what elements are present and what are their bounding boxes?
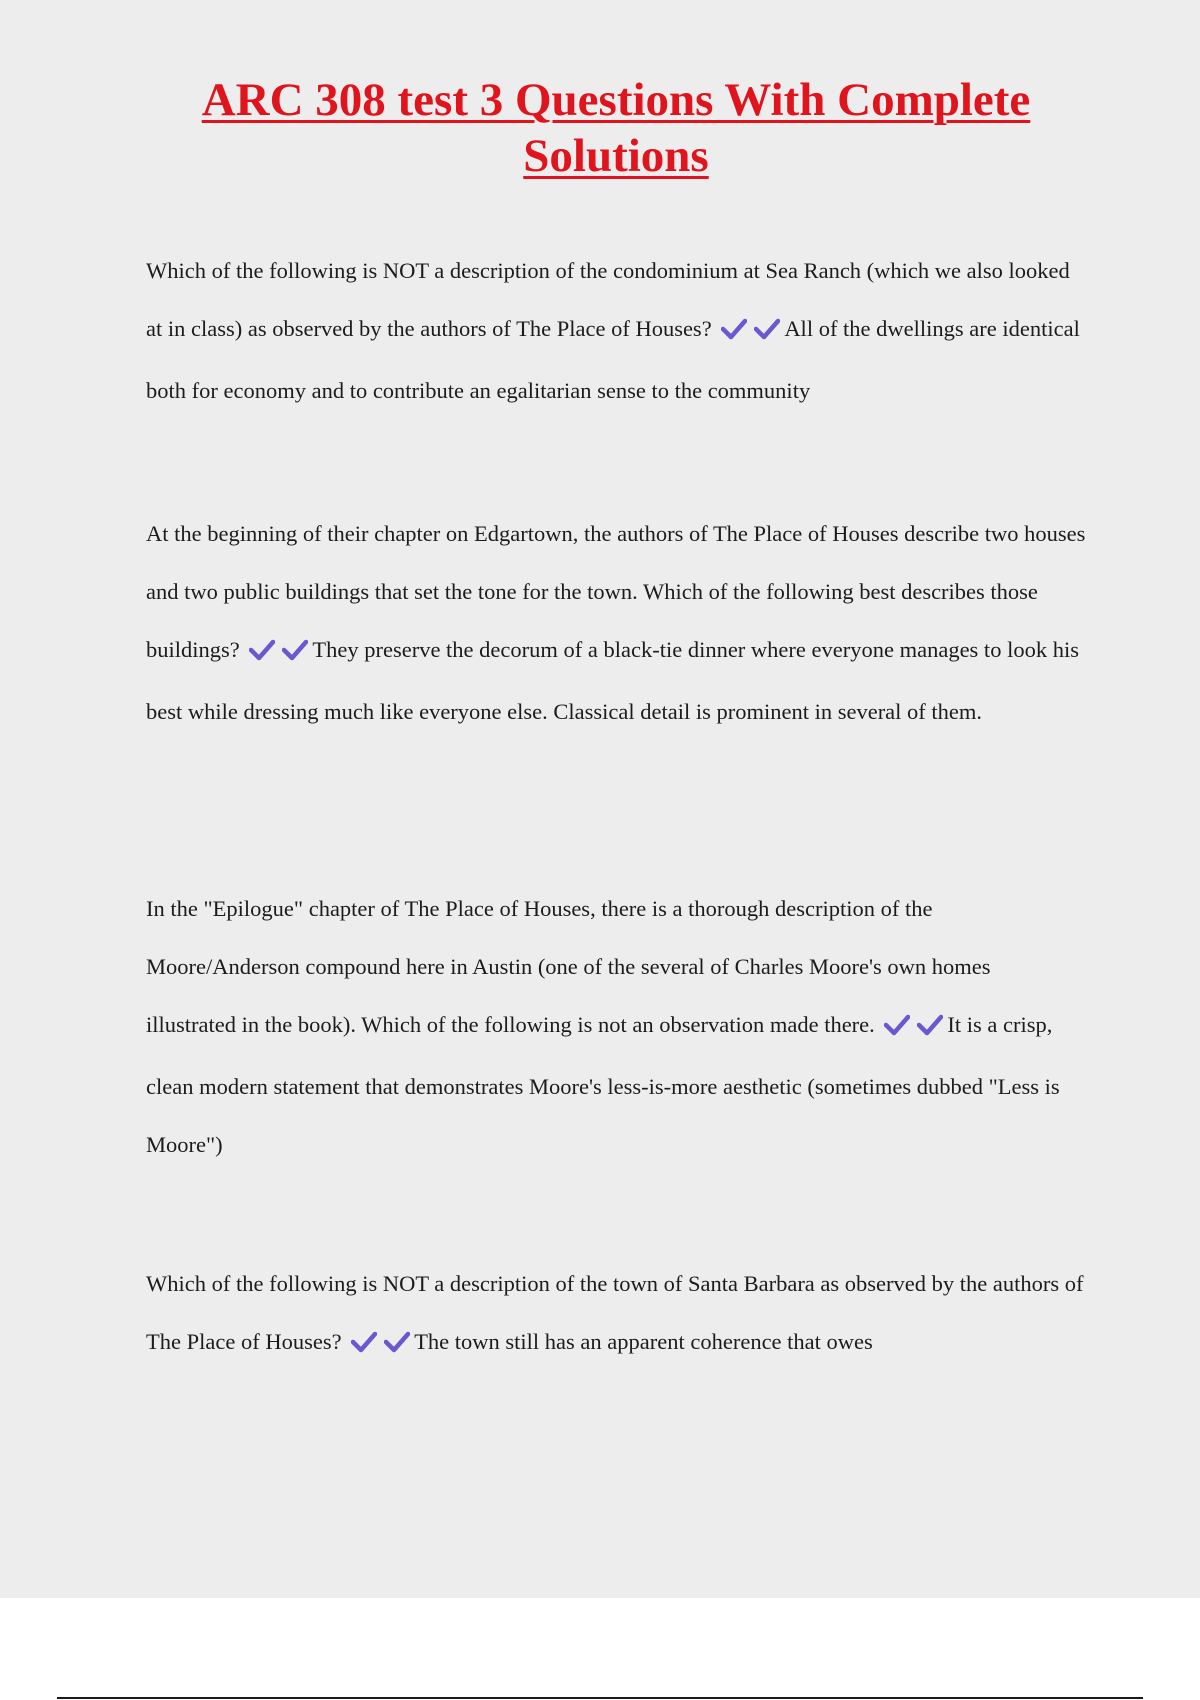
check-icon bbox=[282, 639, 308, 661]
answer-text: They preserve the decorum of a black-tie dinner where everyone manages to look his best while dressing much like everyone else. Classical detail is prominent in several of them. bbox=[146, 637, 1079, 724]
answer-check-marks bbox=[884, 1000, 945, 1058]
answer-text: The town still has an apparent coherence that owes bbox=[414, 1329, 873, 1354]
footer-divider bbox=[57, 1697, 1143, 1699]
check-icon bbox=[884, 1014, 910, 1036]
check-icon bbox=[754, 318, 780, 340]
question-text: At the beginning of their chapter on Edgartown, the authors of The Place of Houses describe two houses and two public buildings that set the tone for the town. Which of the following best describes those buildings? bbox=[146, 521, 1086, 662]
question-text: Which of the following is NOT a description of the condominium at Sea Ranch (which we also looked at in class) as observed by the authors of The Place of Houses? bbox=[146, 258, 1070, 341]
check-icon bbox=[721, 318, 747, 340]
question-text: Which of the following is NOT a description of the town of Santa Barbara as observed by the authors of The Place of Houses? bbox=[146, 1271, 1084, 1354]
qa-entry bbox=[146, 1255, 1086, 1375]
answer-check-marks bbox=[351, 1317, 412, 1375]
qa-entry bbox=[146, 880, 1086, 1174]
qa-entry bbox=[146, 505, 1086, 741]
check-icon bbox=[351, 1331, 377, 1353]
document-title: ARC 308 test 3 Questions With Complete Solutions bbox=[201, 74, 1031, 182]
answer-check-marks bbox=[721, 304, 782, 362]
check-icon bbox=[249, 639, 275, 661]
question-text: In the "Epilogue" chapter of The Place of Houses, there is a thorough description of the Moore/Anderson compound here in Austin (one of the several of Charles Moore's own homes illustrated in the book). Which of the following is not an observation made there. bbox=[146, 896, 991, 1037]
answer-text: It is a crisp, clean modern statement that demonstrates Moore's less-is-more aesthetic (sometimes dubbed "Less is Moore") bbox=[146, 1012, 1060, 1157]
check-icon bbox=[917, 1014, 943, 1036]
answer-text: All of the dwellings are identical both for economy and to contribute an egalitarian sense to the community bbox=[146, 316, 1080, 403]
check-icon bbox=[384, 1331, 410, 1353]
qa-entry bbox=[146, 242, 1086, 420]
answer-check-marks bbox=[249, 625, 310, 683]
